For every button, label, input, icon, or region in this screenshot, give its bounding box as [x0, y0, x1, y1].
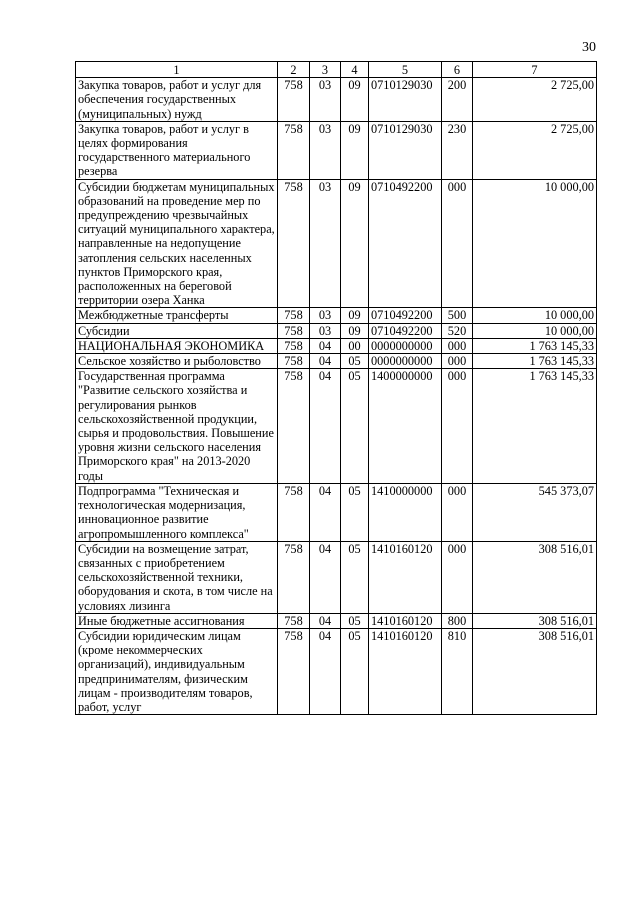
row-name: Субсидии	[76, 323, 278, 338]
row-ved: 758	[278, 354, 310, 369]
column-header-5: 5	[369, 62, 442, 78]
row-ved: 758	[278, 613, 310, 628]
row-pr: 00	[341, 338, 369, 353]
row-csr: 1410160120	[369, 628, 442, 714]
row-amount: 545 373,07	[473, 483, 597, 541]
row-name: Субсидии на возмещение затрат, связанных с приобретением сельскохозяйственной техники, оборудования и скота, в том числе на условиях лизинга	[76, 541, 278, 613]
row-csr: 0710129030	[369, 78, 442, 122]
row-ved: 758	[278, 541, 310, 613]
row-pr: 05	[341, 541, 369, 613]
row-vr: 800	[442, 613, 473, 628]
column-header-6: 6	[442, 62, 473, 78]
row-name: Иные бюджетные ассигнования	[76, 613, 278, 628]
row-name: Сельское хозяйство и рыболовство	[76, 354, 278, 369]
row-name: Государственная программа "Развитие сельского хозяйства и регулирования рынков сельскохозяйственной продукции, сырья и продовольствия. Повышение уровня жизни сельского населения Приморского края" на 2013-2020 годы	[76, 369, 278, 484]
table-row	[76, 483, 597, 541]
row-vr: 000	[442, 369, 473, 484]
row-amount: 308 516,01	[473, 613, 597, 628]
row-name: Субсидии бюджетам муниципальных образований на проведение мер по предупреждению чрезвычайных ситуаций муниципального характера, направленные на недопущение затопления сельских населенных пунктов Приморского края, расположенных на береговой территории озера Ханка	[76, 179, 278, 308]
row-ved: 758	[278, 338, 310, 353]
row-vr: 000	[442, 338, 473, 353]
row-csr: 0710492200	[369, 179, 442, 308]
table-row	[76, 308, 597, 323]
table-row	[76, 628, 597, 714]
row-amount: 2 725,00	[473, 121, 597, 179]
table-row	[76, 613, 597, 628]
row-amount: 1 763 145,33	[473, 369, 597, 484]
row-csr: 1410000000	[369, 483, 442, 541]
row-amount: 1 763 145,33	[473, 338, 597, 353]
row-rz: 04	[310, 541, 341, 613]
table-row	[76, 369, 597, 484]
column-header-1: 1	[76, 62, 278, 78]
table-row	[76, 354, 597, 369]
row-rz: 04	[310, 483, 341, 541]
row-pr: 09	[341, 78, 369, 122]
row-pr: 05	[341, 483, 369, 541]
row-csr: 0000000000	[369, 338, 442, 353]
column-header-2: 2	[278, 62, 310, 78]
budget-table	[75, 61, 597, 715]
row-pr: 09	[341, 121, 369, 179]
column-header-7: 7	[473, 62, 597, 78]
row-csr: 0710492200	[369, 308, 442, 323]
row-name: Межбюджетные трансферты	[76, 308, 278, 323]
column-header-3: 3	[310, 62, 341, 78]
row-vr: 000	[442, 179, 473, 308]
row-vr: 200	[442, 78, 473, 122]
row-name: НАЦИОНАЛЬНАЯ ЭКОНОМИКА	[76, 338, 278, 353]
row-name: Закупка товаров, работ и услуг в целях формирования государственного материального резерва	[76, 121, 278, 179]
column-header-4: 4	[341, 62, 369, 78]
row-rz: 04	[310, 613, 341, 628]
header-row	[76, 62, 597, 78]
row-csr: 1410160120	[369, 541, 442, 613]
row-pr: 09	[341, 323, 369, 338]
row-amount: 308 516,01	[473, 541, 597, 613]
page-number: 30	[582, 40, 596, 55]
row-amount: 10 000,00	[473, 323, 597, 338]
row-name: Закупка товаров, работ и услуг для обеспечения государственных (муниципальных) нужд	[76, 78, 278, 122]
table-row	[76, 541, 597, 613]
row-rz: 04	[310, 354, 341, 369]
table-row	[76, 338, 597, 353]
row-ved: 758	[278, 78, 310, 122]
row-name: Субсидии юридическим лицам (кроме некоммерческих организаций), индивидуальным предпринимателям, физическим лицам - производителям товаров, работ, услуг	[76, 628, 278, 714]
row-ved: 758	[278, 369, 310, 484]
row-csr: 0710492200	[369, 323, 442, 338]
row-pr: 05	[341, 613, 369, 628]
row-rz: 03	[310, 179, 341, 308]
row-pr: 05	[341, 369, 369, 484]
table-row	[76, 323, 597, 338]
row-ved: 758	[278, 179, 310, 308]
table-row	[76, 121, 597, 179]
row-ved: 758	[278, 323, 310, 338]
row-pr: 09	[341, 179, 369, 308]
row-vr: 500	[442, 308, 473, 323]
row-rz: 03	[310, 323, 341, 338]
row-rz: 04	[310, 369, 341, 484]
row-rz: 04	[310, 628, 341, 714]
row-ved: 758	[278, 483, 310, 541]
row-ved: 758	[278, 121, 310, 179]
row-csr: 0710129030	[369, 121, 442, 179]
row-amount: 10 000,00	[473, 308, 597, 323]
row-vr: 230	[442, 121, 473, 179]
row-rz: 03	[310, 78, 341, 122]
row-amount: 10 000,00	[473, 179, 597, 308]
row-amount: 2 725,00	[473, 78, 597, 122]
row-rz: 04	[310, 338, 341, 353]
row-vr: 000	[442, 541, 473, 613]
row-vr: 810	[442, 628, 473, 714]
row-pr: 09	[341, 308, 369, 323]
row-vr: 520	[442, 323, 473, 338]
row-amount: 308 516,01	[473, 628, 597, 714]
row-amount: 1 763 145,33	[473, 354, 597, 369]
row-ved: 758	[278, 628, 310, 714]
row-vr: 000	[442, 354, 473, 369]
table-row	[76, 78, 597, 122]
row-csr: 1400000000	[369, 369, 442, 484]
row-csr: 0000000000	[369, 354, 442, 369]
row-rz: 03	[310, 121, 341, 179]
row-pr: 05	[341, 354, 369, 369]
table-row	[76, 179, 597, 308]
row-ved: 758	[278, 308, 310, 323]
row-pr: 05	[341, 628, 369, 714]
row-vr: 000	[442, 483, 473, 541]
row-csr: 1410160120	[369, 613, 442, 628]
row-rz: 03	[310, 308, 341, 323]
row-name: Подпрограмма "Техническая и технологическая модернизация, инновационное развитие агропромышленного комплекса"	[76, 483, 278, 541]
